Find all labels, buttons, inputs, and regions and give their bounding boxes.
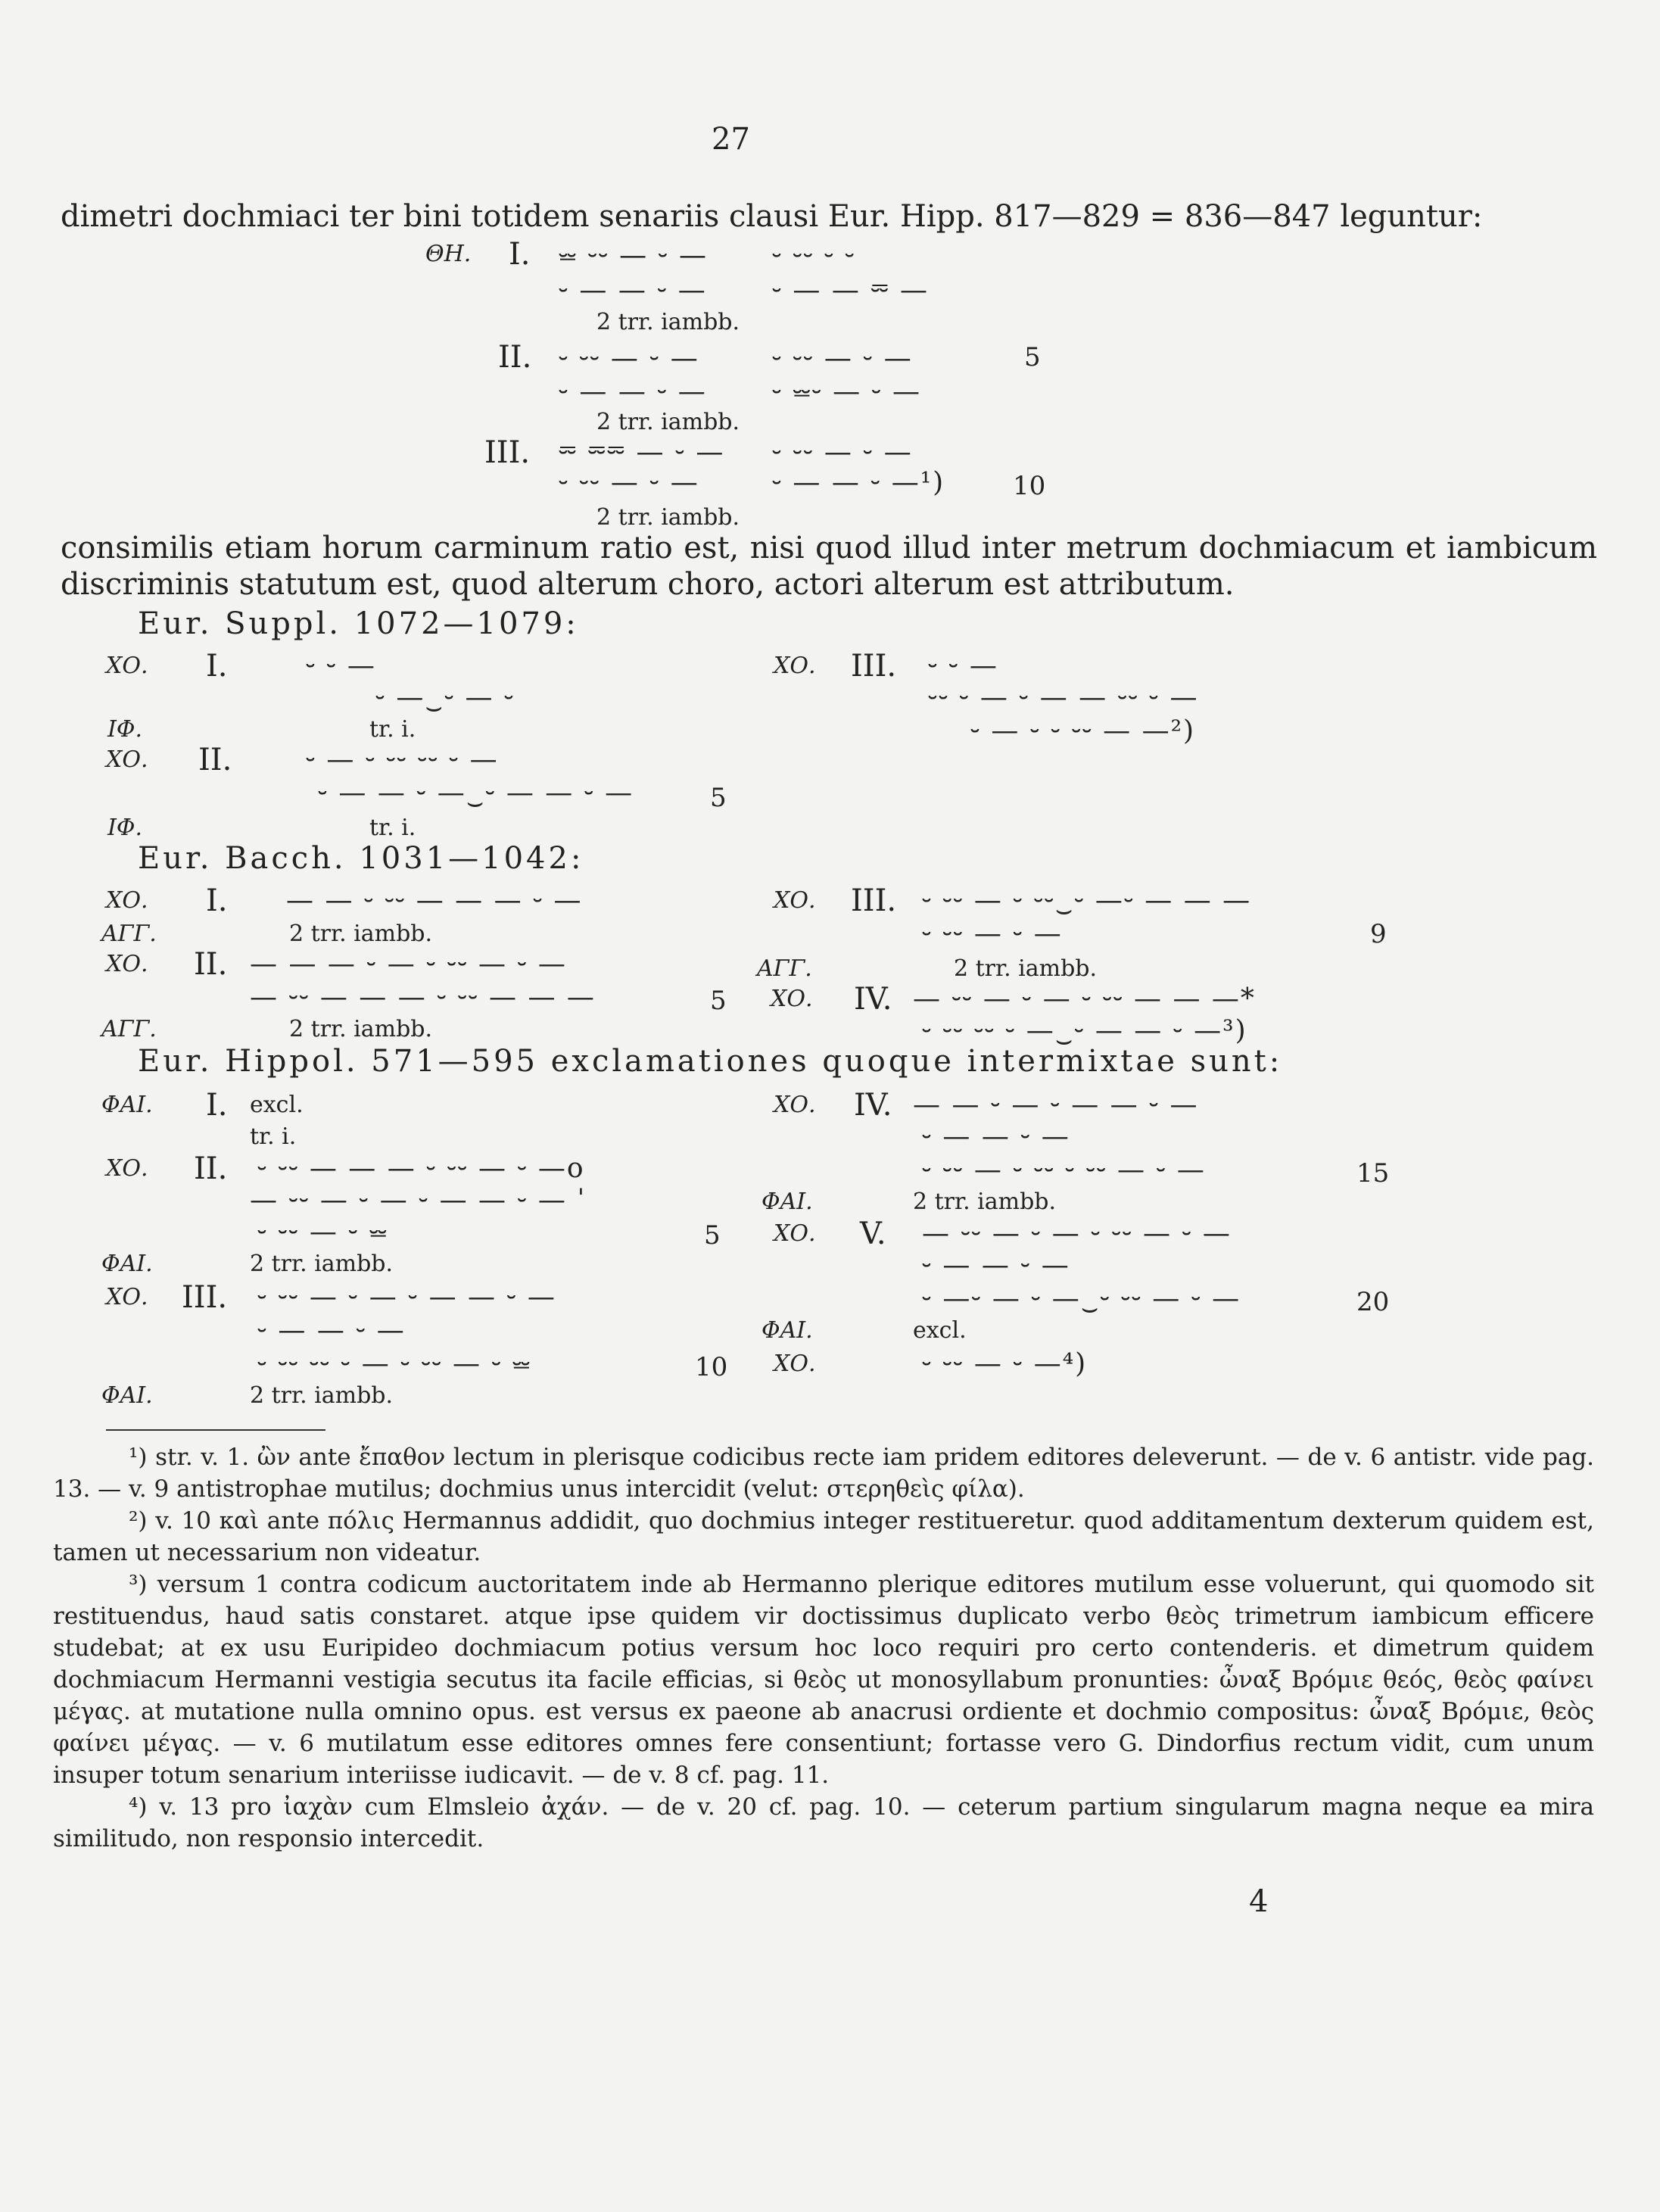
meter-line: ⏑ — — ⏔ — <box>772 275 929 306</box>
meter-line: — — ⏑ — ⏑ — — ⏑ — <box>913 1089 1199 1120</box>
section-heading: Eur. Bacch. 1031—1042: <box>138 841 584 876</box>
meter-line: ⏑ — — ⏑ —‿⏑ — — ⏑ — <box>318 777 634 808</box>
meter-note: 2 trr. iambb. <box>250 1382 394 1409</box>
meter-line: — ⏑⏑ — ⏑ — ⏑ ⏑⏑ — ⏑ — <box>922 1218 1232 1249</box>
stanza-number: II. <box>198 743 232 777</box>
signature-mark: 4 <box>1249 1884 1269 1919</box>
meter-line: ⏑ ⏑⏑ ⏑ ⏑ <box>772 240 856 271</box>
meter-line: ⏑⏑ ⏑ — ⏑ — — ⏑⏑ ⏑ — <box>928 682 1199 713</box>
stanza-number: II. <box>194 1151 228 1186</box>
stanza-number: IV. <box>854 982 892 1017</box>
stanza-number: I. <box>206 883 228 918</box>
speaker-label: ΙΦ. <box>107 815 142 841</box>
speaker-label: ΧΟ. <box>774 653 816 679</box>
meter-note: 2 trr. iambb. <box>596 409 740 435</box>
meter-line: ⏑ ⏑⏑ — ⏑ ⏕ <box>257 1217 388 1248</box>
meter-line: ⏑ ⏑⏑ — ⏑ ⏑⏑ ⏑ ⏑⏑ — ⏑ — <box>922 1154 1206 1185</box>
footnote: ²) v. 10 καὶ ante πόλις Hermannus addidit, quo dochmius integer restitueretur. quod additamentum dexterum quidem est, tamen ut necessarium non videatur. <box>53 1507 1594 1566</box>
meter-line: ⏑ ⏑⏑ — ⏑ — <box>922 918 1063 949</box>
meter-line: ⏑ — — ⏑ — <box>922 1250 1070 1281</box>
speaker-label: ΦΑΙ. <box>761 1189 813 1215</box>
meter-line: ⏑ — ⏑ ⏑ ⏑⏑ — —²) <box>970 715 1196 746</box>
meter-line: ⏑ ⏑⏑ — ⏑ — <box>772 343 913 374</box>
meter-line: ⏕ ⏑⏑ — ⏑ — <box>559 240 708 271</box>
speaker-label: ΧΟ. <box>106 1155 148 1182</box>
speaker-label: ΦΑΙ. <box>101 1382 153 1409</box>
meter-note: excl. <box>250 1092 304 1118</box>
meter-line: ⏑ ⏑⏑ — ⏑ — <box>559 467 699 498</box>
meter-note: 2 trr. iambb. <box>954 955 1098 982</box>
stanza-number: V. <box>860 1217 886 1251</box>
meter-note: 2 trr. iambb. <box>913 1189 1057 1215</box>
line-number: 20 <box>1356 1287 1390 1317</box>
meter-note: 2 trr. iambb. <box>289 921 433 947</box>
page-number: 27 <box>712 122 750 157</box>
meter-line: ⏑ ⏑⏑ — ⏑ — ⏑ — — ⏑ — <box>257 1282 556 1313</box>
speaker-label: ΧΟ. <box>774 887 816 914</box>
meter-line: ⏔ ⏔⏔ — ⏑ — <box>559 437 725 468</box>
line-number: 10 <box>1013 471 1046 501</box>
meter-note: 2 trr. iambb. <box>250 1251 394 1277</box>
line-number: 15 <box>1356 1158 1390 1189</box>
speaker-label: ΧΟ. <box>106 951 148 977</box>
stanza-number: II. <box>194 947 228 982</box>
stanza-number: III. <box>484 435 531 470</box>
meter-line: — — ⏑ ⏑⏑ — — — ⏑ — <box>286 885 583 916</box>
meter-line: ⏑ ⏑⏑ ⏑⏑ ⏑ —‿⏑ — — ⏑ —³) <box>922 1015 1247 1046</box>
speaker-label: ΧΟ. <box>774 1220 816 1247</box>
speaker-label: ΙΦ. <box>107 716 142 743</box>
paragraph <box>61 530 1597 603</box>
line-number: 5 <box>710 783 727 813</box>
speaker-label: ΧΟ. <box>106 653 148 679</box>
meter-note: 2 trr. iambb. <box>596 309 740 335</box>
speaker-label: ΧΟ. <box>106 1284 148 1310</box>
speaker-label: ΑΓΓ. <box>101 921 157 947</box>
meter-note: excl. <box>913 1317 967 1344</box>
meter-line: ⏑ — — ⏑ — <box>257 1315 406 1346</box>
footnote-divider <box>106 1429 325 1431</box>
speaker-label: ΦΑΙ. <box>101 1092 153 1118</box>
speaker-label: ΧΟ. <box>771 986 813 1012</box>
meter-line: ⏑ ⏑⏑ — ⏑ — <box>772 437 913 468</box>
meter-line: ⏑ ⏑ — <box>928 650 998 681</box>
meter-line: ⏑ — ⏑ ⏑⏑ ⏑⏑ ⏑ — <box>306 744 499 775</box>
meter-note: 2 trr. iambb. <box>289 1016 433 1042</box>
meter-line: ⏑ ⏑⏑ ⏑⏑ ⏑ — ⏑ ⏑⏑ — ⏑ ⏕ <box>257 1348 532 1379</box>
line-number: 5 <box>1024 342 1041 372</box>
meter-note: tr. i. <box>250 1123 297 1150</box>
meter-line: ⏑ ⏕⏑ — ⏑ — <box>772 376 921 407</box>
meter-note: 2 trr. iambb. <box>596 504 740 531</box>
section-heading: Eur. Hippol. 571—595 exclamationes quoque intermixtae sunt: <box>138 1044 1283 1079</box>
stanza-number: IV. <box>854 1088 892 1123</box>
line-number: 10 <box>695 1352 728 1382</box>
speaker-label: ΧΟ. <box>106 746 148 773</box>
meter-line: ⏑ — — ⏑ — <box>559 376 707 407</box>
paragraph-text: consimilis etiam horum carminum ratio est, nisi quod illud inter metrum dochmiacum et iambicum discriminis statutum est, quod alterum choro, actori alterum est attributum. <box>61 531 1597 602</box>
meter-line: — — — ⏑ — ⏑ ⏑⏑ — ⏑ — <box>250 949 567 980</box>
speaker-label: ΧΟ. <box>106 887 148 914</box>
meter-line: — ⏑⏑ — ⏑ — ⏑ — — ⏑ — ˈ <box>250 1185 587 1216</box>
line-number: 9 <box>1370 919 1387 949</box>
speaker-label: ΦΑΙ. <box>101 1251 153 1277</box>
stanza-number: III. <box>851 883 897 918</box>
footnote: ⁴) v. 13 pro ἰαχὰν cum Elmsleio ἀχάν. — de v. 20 cf. pag. 10. — ceterum partium singularum magna neque ea mira similitudo, non responsio intercedit. <box>53 1793 1594 1852</box>
stanza-number: I. <box>206 1088 228 1123</box>
meter-line: ⏑ —⏑ — ⏑ —‿⏑ ⏑⏑ — ⏑ — <box>922 1283 1241 1314</box>
speaker-label: ΧΟ. <box>774 1092 816 1118</box>
meter-note: tr. i. <box>369 815 416 841</box>
meter-line: ⏑ —‿⏑ — ⏑ <box>375 682 515 713</box>
stanza-number: III. <box>182 1280 228 1315</box>
footnotes <box>53 1441 1594 1855</box>
stanza-number: I. <box>509 237 531 272</box>
meter-line: ⏑ ⏑⏑ — ⏑ — <box>559 343 699 374</box>
speaker-label: ΑΓΓ. <box>757 955 812 982</box>
meter-line: ⏑ ⏑⏑ — — — ⏑ ⏑⏑ — ⏑ —o <box>257 1153 585 1184</box>
stanza-number: I. <box>206 649 228 684</box>
meter-line: ⏑ ⏑⏑ — ⏑ —⁴) <box>922 1348 1088 1379</box>
speaker-label: ΧΟ. <box>774 1351 816 1377</box>
meter-line: ⏑ — — ⏑ — <box>559 275 707 306</box>
section-heading: Eur. Suppl. 1072—1079: <box>138 606 579 641</box>
meter-line: ⏑ ⏑ — <box>306 650 376 681</box>
speaker-label: ΦΑΙ. <box>761 1317 813 1344</box>
line-number: 5 <box>704 1220 721 1251</box>
meter-line: — ⏑⏑ — — — ⏑ ⏑⏑ — — — <box>250 982 596 1013</box>
line-number: 5 <box>710 986 727 1016</box>
meter-line: — ⏑⏑ — ⏑ — ⏑ ⏑⏑ — — —* <box>913 983 1256 1014</box>
stanza-number: III. <box>851 649 897 684</box>
speaker-label: ΘΗ. <box>425 241 472 267</box>
speaker-label: ΑΓΓ. <box>101 1016 157 1042</box>
meter-note: tr. i. <box>369 716 416 743</box>
footnote: ³) versum 1 contra codicum auctoritatem inde ab Hermanno plerique editores mutilum esse voluerunt, qui quomodo sit restituendus, haud satis constaret. atque ipse quidem vir doctissimus duplicato verbo θεὸς trimetrum iambicum efficere studebat; at ex usu Euripideo dochmiacum potius versum hoc loco requiri pro certo contenderis. et dimetrum quidem dochmiacum Hermanni vestigia secutus ita facile efficias, si θεὸς ut monosyllabum pronunties: ὦναξ Βρόμιε θεός, θεὸς φαίνει μέγας. at mutatione nulla omnino opus. est versus ex paeone ab anacrusi ordiente et dochmio compositus: ὦναξ Βρόμιε, θεὸς φαίνει μέγας. — v. 6 mutilatum esse editores omnes fere consentiunt; fortasse vero G. Dindorfius rectum vidit, cum unum insuper totum senarium interiisse iudicavit. — de v. 8 cf. pag. 11. <box>53 1571 1594 1789</box>
intro-line: dimetri dochmiaci ter bini totidem senariis clausi Eur. Hipp. 817—829 = 836—847 leguntur: <box>61 199 1483 234</box>
footnote: ¹) str. v. 1. ὢν ante ἔπαθον lectum in plerisque codicibus recte iam pridem editores deleverunt. — de v. 6 antistr. vide pag. 13. — v. 9 antistrophae mutilus; dochmius unus intercidit (velut: στερηθεὶς φίλα). <box>53 1444 1594 1503</box>
stanza-number: II. <box>498 340 532 375</box>
meter-line: ⏑ — — ⏑ — <box>922 1121 1070 1152</box>
meter-line: ⏑ ⏑⏑ — ⏑ ⏑⏑‿⏑ —⏑ — — — <box>922 885 1252 916</box>
meter-line: ⏑ — — ⏑ —¹) <box>772 467 945 498</box>
